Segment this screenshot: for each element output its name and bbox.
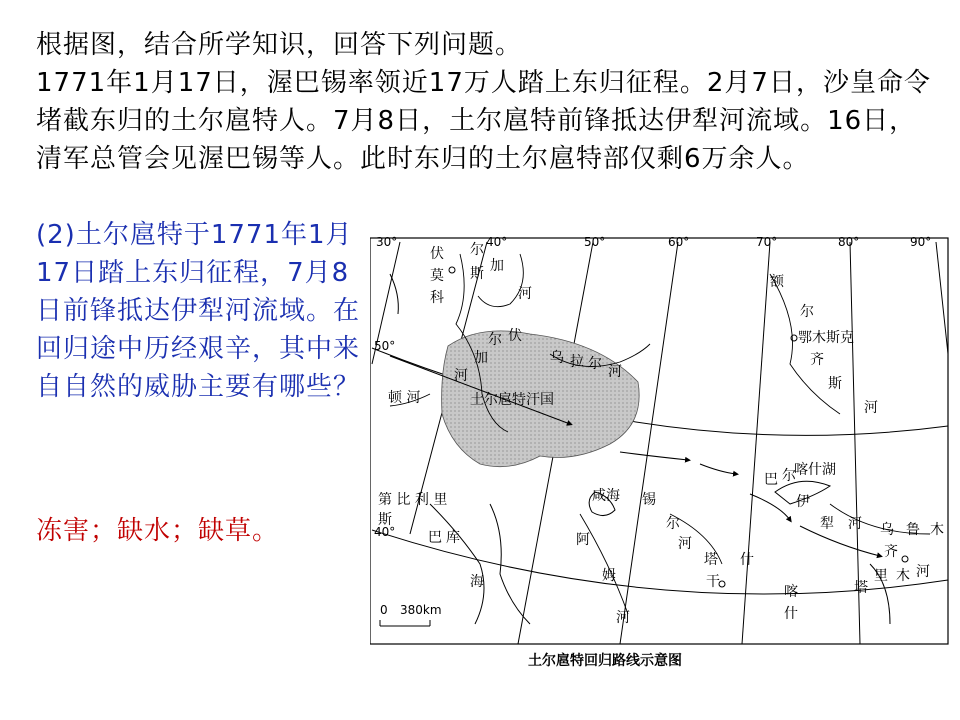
svg-text:姆: 姆 xyxy=(602,568,616,584)
svg-text:锡: 锡 xyxy=(642,492,656,508)
svg-text:加: 加 xyxy=(474,350,488,366)
svg-text:70°: 70° xyxy=(756,235,778,249)
scale-bar xyxy=(380,603,442,626)
svg-text:木: 木 xyxy=(896,568,910,584)
svg-text:第 比 利 里: 第 比 利 里 xyxy=(378,492,448,508)
svg-text:河: 河 xyxy=(616,610,630,626)
svg-text:拉: 拉 xyxy=(570,354,584,370)
svg-text:木: 木 xyxy=(930,522,944,538)
svg-text:尔: 尔 xyxy=(800,304,814,320)
svg-text:90°: 90° xyxy=(910,235,932,249)
svg-text:巴: 巴 xyxy=(764,472,778,488)
svg-text:莫: 莫 xyxy=(430,268,444,284)
svg-text:顿 河: 顿 河 xyxy=(388,390,421,406)
svg-text:河: 河 xyxy=(916,564,930,580)
intro-text xyxy=(36,26,941,178)
moscow-dot xyxy=(449,267,455,273)
scale-km: 380km xyxy=(400,603,442,617)
background-paragraph: 1771年1月17日，渥巴锡率领近17万人踏上东归征程。2月7日，沙皇命令堵截东归的土尔扈特人。7月8日，土尔扈特前锋抵达伊犁河流域。16日，清军总管会见渥巴锡等人。此时东归的土尔扈特部仅剩6万余人。 xyxy=(36,68,931,174)
svg-text:科: 科 xyxy=(430,290,444,306)
svg-text:塔: 塔 xyxy=(854,580,868,596)
urumqi-dot xyxy=(902,556,908,562)
svg-text:干: 干 xyxy=(706,574,720,590)
svg-text:库: 库 xyxy=(446,530,460,546)
svg-text:河: 河 xyxy=(848,516,862,532)
svg-text:咸海: 咸海 xyxy=(592,488,620,504)
svg-text:60°: 60° xyxy=(668,235,690,249)
svg-text:喀: 喀 xyxy=(784,584,798,600)
svg-text:鲁: 鲁 xyxy=(906,522,920,538)
svg-text:斯: 斯 xyxy=(470,266,484,282)
route-map xyxy=(370,234,950,646)
svg-text:土尔扈特汗国: 土尔扈特汗国 xyxy=(470,392,554,408)
scale-zero: 0 xyxy=(380,603,388,617)
question-2: (2)土尔扈特于1771年1月17日踏上东归征程，7月8日前锋抵达伊犁河流域。在回归途中历经艰辛，其中来自自然的威胁主要有哪些？ xyxy=(36,220,361,402)
instruction: 根据图，结合所学知识，回答下列问题。 xyxy=(36,30,523,60)
svg-text:伏: 伏 xyxy=(508,328,522,344)
svg-text:80°: 80° xyxy=(838,235,860,249)
svg-text:斯: 斯 xyxy=(828,376,842,392)
svg-text:齐: 齐 xyxy=(810,352,824,368)
svg-text:齐: 齐 xyxy=(884,544,898,560)
svg-text:乌: 乌 xyxy=(880,522,894,538)
svg-text:斯: 斯 xyxy=(378,512,392,528)
svg-text:尔: 尔 xyxy=(470,242,484,258)
svg-text:额: 额 xyxy=(770,274,784,290)
svg-text:河: 河 xyxy=(678,536,692,552)
svg-text:50°: 50° xyxy=(374,339,396,353)
svg-text:什: 什 xyxy=(740,552,754,568)
svg-text:50°: 50° xyxy=(584,235,606,249)
svg-text:鄂木斯克: 鄂木斯克 xyxy=(798,330,854,346)
svg-text:犁: 犁 xyxy=(820,516,834,532)
svg-text:伏: 伏 xyxy=(430,246,444,262)
svg-text:阿: 阿 xyxy=(576,532,590,548)
svg-text:什: 什 xyxy=(784,606,798,622)
answer: 冻害；缺水；缺草。 xyxy=(36,516,280,546)
svg-text:加: 加 xyxy=(490,258,504,274)
svg-text:河: 河 xyxy=(864,400,878,416)
svg-text:喀什湖: 喀什湖 xyxy=(794,462,836,478)
svg-text:尔: 尔 xyxy=(666,516,680,532)
svg-text:塔: 塔 xyxy=(704,552,718,568)
svg-text:河: 河 xyxy=(518,286,532,302)
map-svg xyxy=(370,234,950,646)
svg-text:河: 河 xyxy=(608,364,622,380)
svg-text:尔: 尔 xyxy=(488,332,502,348)
svg-text:尔: 尔 xyxy=(782,468,796,484)
svg-text:乌: 乌 xyxy=(550,350,564,366)
svg-text:40°: 40° xyxy=(374,525,396,539)
svg-text:海: 海 xyxy=(470,574,484,590)
svg-text:尔: 尔 xyxy=(588,356,602,372)
svg-text:40°: 40° xyxy=(486,235,508,249)
svg-text:河: 河 xyxy=(454,368,468,384)
map-caption: 土尔扈特回归路线示意图 xyxy=(528,653,682,669)
svg-text:巴: 巴 xyxy=(428,530,442,546)
svg-text:伊: 伊 xyxy=(796,494,810,510)
svg-text:30°: 30° xyxy=(376,235,398,249)
svg-text:里: 里 xyxy=(874,568,888,584)
